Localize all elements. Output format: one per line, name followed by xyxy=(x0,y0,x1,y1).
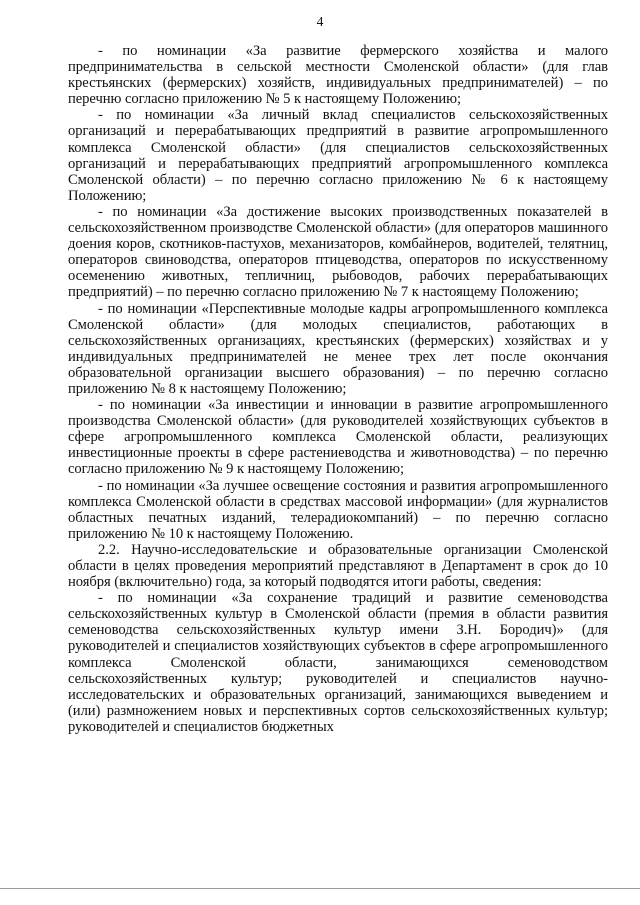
page-bottom-rule xyxy=(0,888,640,889)
paragraph-nomination-seed-growing: - по номинации «За сохранение традиций и развитие семеноводства сельскохозяйственных культур в Смоленской области (премия в области развития семеноводства сельскохозяйственных культур имени З.Н. Бородич)» (для руководителей и специалистов хозяйствующих субъектов в сфере агропромышленного комплекса Смоленской области, занимающихся семеноводством сельскохозяйственных культур; руководителей и специалистов научно-исследовательских и образовательных организаций, занимающихся выведением и (или) размножением новых и перспективных сортов сельскохозяйственных культур; руководителей и специалистов бюджетных xyxy=(68,590,608,735)
paragraph-nomination-investment: - по номинации «За инвестиции и инновации в развитие агропромышленного производства Смоленской области» (для руководителей хозяйствующих субъектов в сфере агропромышленного комплекса Смоленской области, реализующих инвестиционные проекты в сфере растениеводства и животноводства) – по перечню согласно приложению № 9 к настоящему Положению; xyxy=(68,397,608,478)
paragraph-section-2-2: 2.2. Научно-исследовательские и образовательные организации Смоленской области в целях проведения мероприятий представляют в Департамент в срок до 10 ноября (включительно) года, за который подводятся итоги работы, сведения: xyxy=(68,541,608,591)
paragraph-nomination-farming: - по номинации «За развитие фермерского хозяйства и малого предпринимательства в сельской местности Смоленской области» (для глав крестьянских (фермерских) хозяйств, индивидуальных предпринимателей) – по перечню согласно приложению № 5 к настоящему Положению; xyxy=(68,43,608,108)
document-body xyxy=(68,43,608,735)
paragraph-nomination-young-staff: - по номинации «Перспективные молодые кадры агропромышленного комплекса Смоленской области» (для молодых специалистов, работающих в сельскохозяйственных организациях, крестьянских (фермерских) хозяйствах и у индивидуальных предпринимателей не менее трех лет после окончания образовательной организации высшего образования) – по перечню согласно приложению № 8 к настоящему Положению; xyxy=(68,300,608,397)
paragraph-nomination-media: - по номинации «За лучшее освещение состояния и развития агропромышленного комплекса Смоленской области в средствах массовой информации» (для журналистов областных печатных изданий, телерадиокомпаний) – по перечню согласно приложению № 10 к настоящему Положению. xyxy=(68,477,608,542)
page-number: 4 xyxy=(316,14,324,29)
paragraph-nomination-production: - по номинации «За достижение высоких производственных показателей в сельскохозяйственном производстве Смоленской области» (для операторов машинного доения коров, скотников-пастухов, механизаторов, комбайнеров, водителей, телятниц, операторов свиноводства, операторов птицеводства, операторов по искусственному осеменению животных, тепличниц, рыбоводов, рабочих перерабатывающих предприятий) – по перечню согласно приложению № 7 к настоящему Положению; xyxy=(68,203,608,301)
paragraph-nomination-specialists: - по номинации «За личный вклад специалистов сельскохозяйственных организаций и перерабатывающих предприятий в развитие агропромышленного комплекса Смоленской области» (для специалистов сельскохозяйственных организаций и перерабатывающих предприятий агропромышленного комплекса Смоленской области) – по перечню согласно приложению № 6 к настоящему Положению; xyxy=(68,107,608,204)
